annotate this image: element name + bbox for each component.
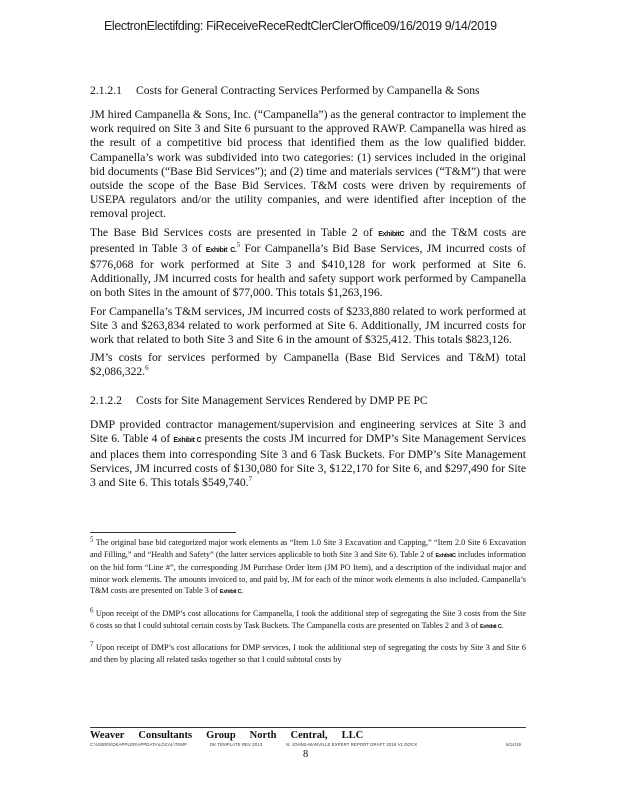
page-number: 8: [303, 749, 309, 760]
footnote-7: [90, 642, 526, 665]
text-run: and the T&M costs are presented in Table 3 of: [90, 225, 526, 255]
efiling-stamp: ElectronElectifding: FiReceiveReceRedtClerClerOffice09/16/2019 9/14/2019: [104, 19, 497, 33]
text-run: The Base Bid Services costs are presented in Table 2 of: [90, 225, 373, 239]
text-run: Upon receipt of DMP’s cost allocations for DMP services, I took the additional step of segregating the costs by Site 3 and Site 6 and then by placing all related tasks together so that I could subtotal costs by: [90, 643, 526, 664]
text-run: includes information on the bid form “Line #”, the corresponding JM Purchase Order Item (JM PO Item), and a description of the individual major and minor work elements. The amounts invoiced to, and paid by, JM for each of the minor work elements is also included. Campanella’s T&M costs are presented on Table 3 of: [90, 549, 527, 596]
footer-template-rev: DK TEMPLATE REV 2013: [210, 742, 263, 747]
section-number: 2.1.2.1: [90, 84, 122, 97]
exhibit-c-reference: Exhibit C.: [479, 623, 503, 630]
exhibit-c-reference: Exhibit C.: [219, 589, 243, 596]
section-heading-2-1-2-1: [90, 84, 526, 98]
company-word: LLC: [341, 730, 364, 741]
document-body: [90, 84, 526, 495]
exhibit-c-reference: ExhibitC: [435, 552, 456, 559]
company-word: North: [249, 730, 277, 741]
paragraph-tm-costs: For Campanella’s T&M services, JM incurred costs of $233,880 related to work performed at Site 3 and $263,834 related to work performed at Site 6. Additionally, JM incurred costs for work that related to both Site 3 and Site 6 in the amount of $325,412. This totals $823,126.: [90, 304, 526, 347]
footnote-number: 6: [90, 606, 94, 615]
footer-company-name: [90, 730, 377, 741]
text-run: Upon receipt of the DMP’s cost allocations for Campanella, I took the additional step of segregating the Site 3 costs from the Site 6 costs so that I could subtotal certain costs by Task Buckets. The Campanella costs are presented on Tables 2 and 3 of: [90, 608, 526, 630]
company-word: Central,: [290, 730, 328, 741]
paragraph-campanella-total: [90, 351, 526, 379]
footnote-separator: [90, 532, 236, 533]
company-word: Weaver: [90, 730, 125, 741]
footnote-number: 5: [90, 535, 94, 544]
text-run: The original base bid categorized major work elements as “Item 1.0 Site 3 Excavation and Capping,” “Item 2.0 Site 6 Excavation and Filling,” and “Health and Safety” (the latter services applicable to both Site 3 and Site 6). Table 2 of: [90, 538, 526, 559]
company-word: Group: [206, 730, 236, 741]
section-number: 2.1.2.2: [90, 393, 122, 407]
text-run: JM’s costs for services performed by Campanella (Base Bid Services and T&M) total $2,086,322.: [90, 351, 526, 379]
footnote-ref-6: 6: [145, 364, 149, 373]
footnote-6: [90, 608, 526, 633]
footer-document-name: N: JOHNS-MANVILLE EXPERT REPORT DRAFT 2019 V1.DOCX: [286, 742, 418, 747]
paragraph-base-bid-costs: [90, 226, 526, 301]
text-run: presents the costs JM incurred for DMP’s Site Management Services and places them into corresponding Site 3 and 6 Task Buckets. For DMP’s Site Management Services, JM incurred costs of $130,080 for Site 3, $122,170 for Site 6, and $297,490 for Site 3 and Site 6. This totals $549,740.: [90, 431, 526, 490]
exhibit-c-reference: Exhibit C.: [205, 246, 237, 254]
company-word: Consultants: [138, 730, 193, 741]
section-heading-2-1-2-2: [90, 394, 526, 408]
footnote-5: [90, 537, 526, 599]
footnote-ref-5: 5: [236, 240, 241, 249]
section-title: Costs for Site Management Services Rendered by DMP PE PC: [136, 393, 428, 407]
text-run: DMP provided contractor management/supervision and engineering services at Site 3 and Site 6. Table 4 of: [90, 417, 526, 445]
footnote-number: 7: [90, 640, 94, 649]
section-title: Costs for General Contracting Services Performed by Campanella & Sons: [136, 84, 480, 97]
paragraph-dmp-services: [90, 418, 526, 491]
text-run: For Campanella’s Bid Base Services, JM incurred costs of $776,068 for work performed at Site 3 and $410,128 for work performed at Site 6. Additionally, JM incurred costs for health and safety support work performed by Campanella on both Sites in the amount of $77,000. This totals $1,263,196.: [90, 241, 526, 300]
footer-separator: [90, 727, 526, 728]
footer-date: 6/14/19: [506, 742, 522, 747]
footnotes: [90, 537, 526, 674]
exhibit-c-reference: Exhibit C: [173, 436, 202, 444]
exhibit-c-reference: ExhibitC: [378, 230, 405, 238]
paragraph-campanella-hire: JM hired Campanella & Sons, Inc. (“Campanella”) as the general contractor to implement the work required on Site 3 and Site 6 pursuant to the approved RAWP. Campanella was hired as the result of a competitive bid process that identified them as the low qualified bidder. Campanella’s work was subdivided into two categories: (1) services included in the original bid documents (“Base Bid Services”); and (2) time and materials services (“T&M”) that were outside the scope of the Base Bid Services. T&M costs were driven by requirements of USEPA regulators and/or the utility companies, and were identified after inception of the removal project.: [90, 108, 526, 221]
footnote-ref-7: 7: [248, 475, 253, 484]
footer-file-path: C:\USERS\DKAPPLER\APPDATA\LOCAL\TEMP: [90, 742, 188, 747]
